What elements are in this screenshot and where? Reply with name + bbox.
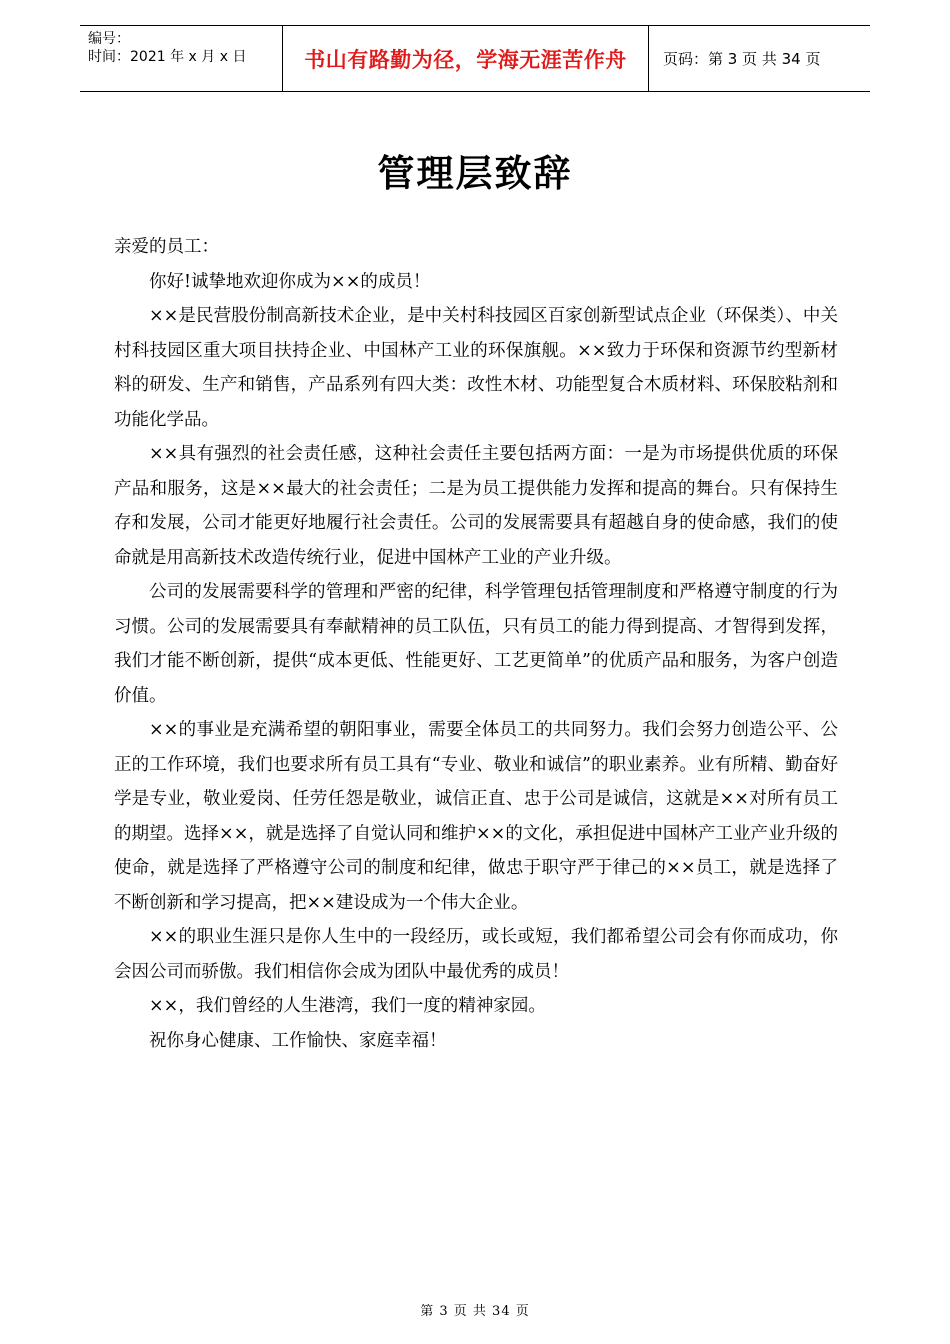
- document-time-label: 时间：2021 年 x 月 x 日: [88, 49, 247, 65]
- header-motto: 书山有路勤为径，学海无涯苦作舟: [283, 26, 649, 91]
- paragraph-welcome: 你好!诚挚地欢迎你成为××的成员！: [149, 271, 431, 292]
- paragraph-blessing: 祝你身心健康、工作愉快、家庭幸福！: [149, 1030, 447, 1051]
- page-header: [80, 25, 870, 92]
- paragraph-home: ××，我们曾经的人生港湾，我们一度的精神家园。: [149, 996, 546, 1016]
- paragraph-career-values: ××的事业是充满希望的朝阳事业，需要全体员工的共同努力。我们会努力创造公平、公正的工作环境，我们也要求所有员工具有“专业、敬业和诚信”的职业素养。业有所精、勤奋好学是专业，敬业爱岗、任劳任怨是敬业，诚信正直、忠于公司是诚信，这就是××对所有员工的期望。选择××，就是选择了自觉认同和维护××的文化，承担促进中国林产工业产业升级的使命，就是选择了严格遵守公司的制度和纪律，做忠于职守严于律己的××员工，就是选择了不断创新和学习提高，把××建设成为一个伟大企业。: [114, 720, 838, 913]
- document-number-label: 编号：: [88, 31, 130, 47]
- letter-body: [114, 230, 838, 1058]
- paragraph-management: 公司的发展需要科学的管理和严密的纪律，科学管理包括管理制度和严格遵守制度的行为习惯。公司的发展需要具有奉献精神的员工队伍，只有员工的能力得到提高、才智得到发挥，我们才能不断创新，提供“成本更低、性能更好、工艺更简单”的优质产品和服务，为客户创造价值。: [114, 582, 838, 706]
- page-footer: 第 3 页 共 34 页: [420, 1304, 530, 1319]
- header-meta: [80, 26, 283, 91]
- page-title: 管理层致辞: [377, 152, 573, 195]
- header-page-label: 页码：第 3 页 共 34 页: [663, 50, 821, 68]
- paragraph-career-path: ××的职业生涯只是你人生中的一段经历，或长或短，我们都希望公司会有你而成功，你会因公司而骄傲。我们相信你会成为团队中最优秀的成员！: [114, 927, 838, 982]
- paragraph-social-responsibility: ××具有强烈的社会责任感，这种社会责任主要包括两方面：一是为市场提供优质的环保产品和服务，这是××最大的社会责任；二是为员工提供能力发挥和提高的舞台。只有保持生存和发展，公司才能更好地履行社会责任。公司的发展需要具有超越自身的使命感，我们的使命就是用高新技术改造传统行业，促进中国林产工业的产业升级。: [114, 444, 838, 568]
- paragraph-company-intro: ××是民营股份制高新技术企业，是中关村科技园区百家创新型试点企业（环保类）、中关村科技园区重大项目扶持企业、中国林产工业的环保旗舰。××致力于环保和资源节约型新材料的研发、生产和销售，产品系列有四大类：改性木材、功能型复合木质材料、环保胶粘剂和功能化学品。: [114, 306, 838, 430]
- letter-salutation: 亲爱的员工：: [114, 237, 219, 257]
